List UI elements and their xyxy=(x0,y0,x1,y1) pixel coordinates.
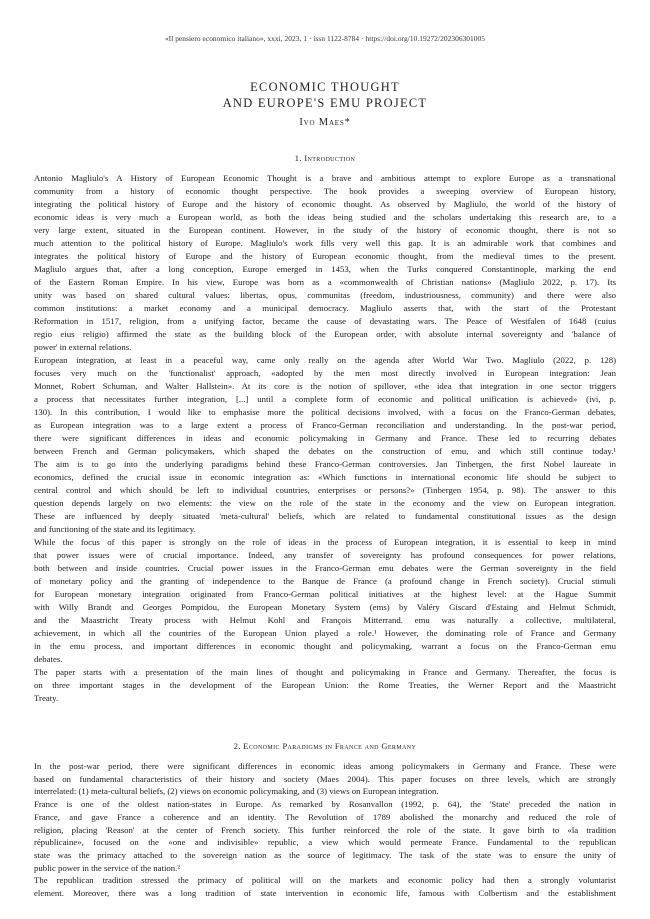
text-line: European integration, at least in a peaceful way, came only really on the agenda after World War Two. Magliulo (2022, p. 128) xyxy=(34,355,616,365)
running-head: «Il pensiero economico italiano», xxxi, 2023, 1 · issn 1122-8784 · https://doi.org/10.19272/202306301005 xyxy=(164,34,486,43)
text-line: much attention to the political history of Europe. Magliulo's work fills very well this gap. It is an admirable work that combines and xyxy=(34,238,616,248)
article-title-line-2: AND EUROPE'S EMU PROJECT xyxy=(222,96,428,110)
text-line: France is one of the oldest nation-states in Europe. As remarked by Rosanvallon (1992, p. 64), the 'State' preceded the nation in xyxy=(34,799,616,810)
text-line: as European integration was to a large extent a process of Franco-German reconciliation and understanding. In the post-war period, xyxy=(34,420,616,430)
text-line: The republican tradition stressed the primacy of political will on the markets and economic policy had then a strongly voluntarist xyxy=(34,875,616,886)
text-line: religion, placing 'Reason' at the center of French society. This further reinforced the role of the state. It gave birth to «la tradition xyxy=(34,824,616,835)
text-line: a process that necessitates further integration, [...] until a complete form of economic and political unification is achieved» (ivi, p. xyxy=(34,394,616,404)
text-line: of monetary policy and the granting of independence to the Banque de France (a profound change in French society). Crucial stimuli xyxy=(34,576,616,586)
text-line: for European monetary integration originated from Franco-German political initiatives at the highest level: at the Hague Summit xyxy=(34,589,616,599)
text-line: based on fundamental characteristics of their history and society (Maes 2004). This paper focuses on three levels, which are strongly xyxy=(34,773,616,784)
text-line: central control and which should be left to individual countries, enterprises or persons?» (Tinbergen 1954, p. 98). The answer to this xyxy=(34,485,616,495)
text-line: community from a history of economic thought perspective. The book provides a sweeping overview of European history, xyxy=(34,186,616,196)
text-line: The aim is to go into the underlying paradigms behind these Franco-German controversies. Jan Tinbergen, the first Nobel laureate in xyxy=(34,459,616,469)
text-line: economic ideas is very much a European world, as both the ideas being studied and the scholars undertaking this research are, to a xyxy=(34,212,616,222)
text-line: achievement, in which all the countries of the European Union played a role.¹ However, the dominating role of France and Germany xyxy=(34,628,616,638)
text-line: focuses very much on the 'functionalist' approach, «adopted by the men most directly involved in European integration: Jean xyxy=(34,368,616,378)
text-line: Monnet, Robert Schuman, and Walter Hallstein». At its core is the notion of spillover, «the idea that integration in one sector triggers xyxy=(34,381,616,391)
text-line: that power issues were of crucial importance. Indeed, any transfer of sovereignty has profound consequences for power relations, xyxy=(34,550,616,560)
text-line: interrelated: (1) meta-cultural beliefs, (2) views on economic policymaking, and (3) views on European integration. xyxy=(34,786,439,797)
text-line: common institutions: a market economy and a municipal democracy. Magliulo asserts that, with the start of the Protestant xyxy=(34,303,616,313)
text-line: In the post-war period, there were significant differences in economic ideas among policymakers in Germany and France. These were xyxy=(34,761,616,771)
text-line: unity was based on shared cultural values: libertas, opus, communitas (freedom, industriousness, community) and there were also xyxy=(34,290,616,300)
text-line: with Willy Brandt and Georges Pompidou, the European Monetary System (ems) by Valéry Giscard d'Estaing and Helmut Schmidt, xyxy=(34,602,616,612)
text-line: on three important stages in the development of the European Union: the Rome Treaties, the Werner Report and the Maastricht xyxy=(34,680,616,690)
text-line: economics, defined the crucial issue in economic integration as: «Which functions in international economic life should be subject to xyxy=(34,472,616,482)
text-line: of the Eastern Roman Empire. In his view, Europe was born as a «commonwealth of Christian nations» (Magliulo 2022, p. 17). Its xyxy=(34,277,616,287)
text-line: and the Maastricht Treaty process with Helmut Kohl and François Mitterrand. emu was naturally a collective, multilateral, xyxy=(34,615,616,625)
text-line: very large extent, situated in the European continent. However, in the study of the history of economic thought, there is not so xyxy=(34,225,616,235)
text-line: in the emu process, and important differences in economic thought and policymaking, warrant a focus on the Franco-German emu xyxy=(34,641,616,651)
text-line: state was the primacy attached to the sovereign nation as the source of legitimacy. The task of the state was to ensure the unity of xyxy=(34,849,616,860)
text-line: power' in external relations. xyxy=(34,342,132,352)
text-line: there were significant differences in ideas and economic policymaking in Germany and France. These led to recurring debates xyxy=(34,433,616,443)
text-line: both between and inside countries. Crucial power issues in the Franco-German emu debates were the German sovereignty in the field xyxy=(34,563,616,573)
text-line: These are influenced by deeply situated 'meta-cultural' beliefs, which are related to fundamental constitutional issues as the design xyxy=(34,511,616,521)
text-line: Magliulo argues that, after a long conception, Europe emerged in 1453, when the Turks conquered Constantinople, marking the end xyxy=(34,264,616,274)
text-line: element. Moreover, there was a long tradition of state intervention in economic life, famous with Colbertism and the establishment xyxy=(34,888,616,898)
text-line: integrates the political history of Europe and the history of European economic thought, from the medieval times to the present. xyxy=(34,251,616,261)
text-line: between French and German policymakers, which shaped the debates on the construction of emu, and which still continue today.¹ xyxy=(34,446,616,456)
text-line: The paper starts with a presentation of the main lines of thought and policymaking in France and Germany. Thereafter, the focus is xyxy=(34,667,616,677)
section-heading-introduction: 1. Introduction xyxy=(294,154,356,163)
text-line: Treaty. xyxy=(34,693,59,703)
text-line: Reformation in 1517, religion, from a unifying factor, became the cause of devastating wars. The Peace of Westfalen of 1648 (cuius xyxy=(34,316,616,326)
text-line: debates. xyxy=(34,654,63,664)
text-line: républicaine», focused on the «one and indivisible» republic, a view which would permeate France. Fundamental to the republican xyxy=(34,837,616,848)
section-heading-economic-paradigms: 2. Economic Paradigms in France and Germany xyxy=(233,742,417,751)
text-line: integrating the political history of Europe and the history of economic thought. As observed by Magliulo, the world of the history of xyxy=(34,199,616,209)
text-line: regio eius religio) affirmed the state as the building block of the European order, with absolute internal sovereignty and 'balance of xyxy=(34,329,616,339)
article-title-line-1: ECONOMIC THOUGHT xyxy=(250,80,400,94)
text-line: While the focus of this paper is strongly on the role of ideas in the process of European integration, it is essential to keep in mind xyxy=(34,537,616,547)
author-name: Ivo Maes* xyxy=(299,117,351,128)
text-line: and functioning of the state and its legitimacy. xyxy=(34,524,196,534)
text-line: 130). In this contribution, I would like to emphasise more the political decisions involved, with a focus on the Franco-German debates, xyxy=(34,407,616,417)
text-line: public power in the service of the nation.² xyxy=(34,862,180,873)
text-line: Antonio Magliulo's A History of European Economic Thought is a brave and ambitious attempt to explore Europe as a transnational xyxy=(34,173,616,183)
text-line: question depends largely on two elements: the view on the role of the state in the economy and the view on European integration. xyxy=(34,498,616,508)
text-line: France, and gave France a coherence and an identity. The Revolution of 1789 abolished the monarchy and reduced the role of xyxy=(34,811,616,822)
